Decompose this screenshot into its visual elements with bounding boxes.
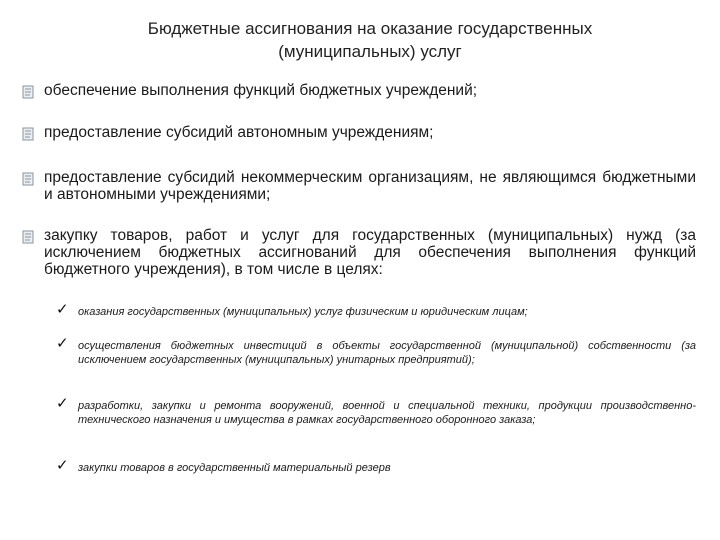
checkmark-icon: ✓ xyxy=(56,335,69,352)
list-item-text: предоставление субсидий автономным учреждениям; xyxy=(44,124,434,141)
title-line-2: (муниципальных) услуг xyxy=(278,42,462,61)
document-bullet-icon xyxy=(22,230,34,244)
sub-list-item xyxy=(56,301,696,320)
checkmark-icon: ✓ xyxy=(56,395,69,412)
list-item xyxy=(44,169,696,203)
list-item xyxy=(44,124,696,141)
list-item xyxy=(44,82,696,99)
list-item-text: обеспечение выполнения функций бюджетных учреждений; xyxy=(44,82,478,99)
list-item-text: предоставление субсидий некоммерческим организациям, не являющимся бюджетными и автономными учреждениями; xyxy=(44,169,696,203)
sub-list-item xyxy=(56,457,696,476)
document-bullet-icon xyxy=(22,85,34,99)
sub-list-item-text: осуществления бюджетных инвестиций в объекты государственной (муниципальной) собственности (за исключением государственных (муниципальных) унитарных предприятий); xyxy=(78,340,696,366)
checkmark-icon: ✓ xyxy=(56,301,69,318)
sub-list-item xyxy=(56,335,696,367)
sub-list-item xyxy=(56,395,696,427)
sub-list-item-text: оказания государственных (муниципальных) услуг физическим и юридическим лицам; xyxy=(78,306,528,318)
sub-list-item-text: разработки, закупки и ремонта вооружений, военной и специальной техники, продукции производственно-технического назначения и имущества в рамках государственного оборонного заказа; xyxy=(78,400,696,426)
list-item-text: закупку товаров, работ и услуг для государственных (муниципальных) нужд (за исключением бюджетных ассигнований для обеспечения выполнения функций бюджетного учреждения), в том числе в целях: xyxy=(44,227,696,278)
checkmark-icon: ✓ xyxy=(56,457,69,474)
title-line-1: Бюджетные ассигнования на оказание государственных xyxy=(147,19,593,38)
document-bullet-icon xyxy=(22,172,34,186)
sub-list-item-text: закупки товаров в государственный материальный резерв xyxy=(78,462,391,474)
document-bullet-icon xyxy=(22,127,34,141)
page-title xyxy=(60,17,680,63)
list-item xyxy=(44,227,696,278)
